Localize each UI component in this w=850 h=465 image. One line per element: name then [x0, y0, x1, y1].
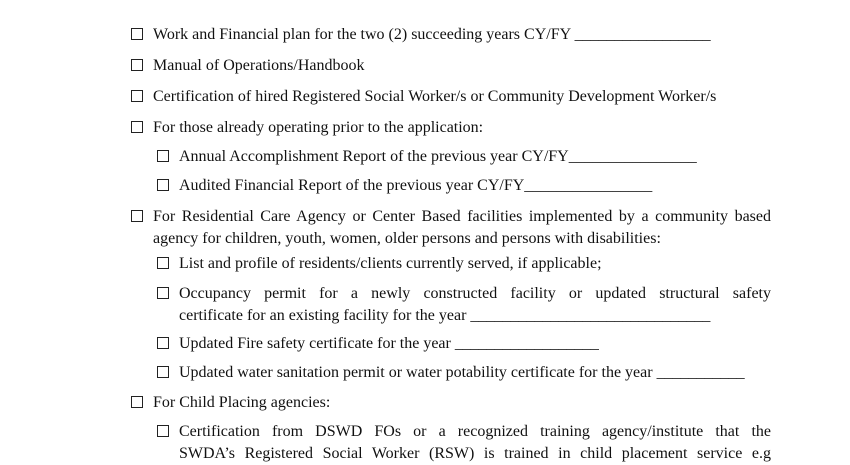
item-label: Manual of Operations/Handbook: [153, 57, 365, 74]
item-label-line: agency for children, youth, women, older persons and persons with disabilities:: [153, 230, 661, 247]
checklist-subitem: [157, 421, 771, 465]
checkbox[interactable]: [157, 337, 169, 349]
item-label: [179, 283, 771, 327]
item-label: For Child Placing agencies:: [153, 394, 331, 411]
checkbox[interactable]: [131, 28, 143, 40]
item-label-line: Certification from DSWD FOs or a recognized training agency/institute that the: [179, 423, 771, 440]
checklist-item: [131, 206, 771, 250]
item-label: Work and Financial plan for the two (2) succeeding years CY/FY _________________: [153, 26, 711, 43]
checklist-subitem: [157, 283, 771, 327]
item-label-line: Occupancy permit for a newly constructed facility or updated structural safety: [179, 285, 771, 302]
item-label-line: certificate for an existing facility for the year ______________________________: [179, 307, 711, 324]
checkbox[interactable]: [157, 287, 169, 299]
checkbox[interactable]: [157, 150, 169, 162]
checklist-item: [131, 86, 716, 108]
checklist-item: [131, 117, 483, 139]
item-label: Certification of hired Registered Social Worker/s or Community Development Worker/s: [153, 88, 717, 105]
checklist-subitem: [157, 146, 697, 168]
checklist-subitem: [157, 175, 652, 197]
item-label: [153, 206, 771, 250]
checkbox[interactable]: [157, 425, 169, 437]
checkbox[interactable]: [157, 366, 169, 378]
checklist-subitem: [157, 253, 602, 275]
item-label: Annual Accomplishment Report of the previous year CY/FY________________: [179, 148, 697, 165]
checkbox[interactable]: [131, 90, 143, 102]
checklist-subitem: [157, 333, 599, 355]
checkbox[interactable]: [157, 257, 169, 269]
checkbox[interactable]: [131, 210, 143, 222]
checklist-subitem: [157, 362, 745, 384]
item-label-line: SWDA’s Registered Social Worker (RSW) is trained in child placement service e.g: [179, 445, 771, 462]
item-label: Updated water sanitation permit or water potability certificate for the year ___________: [179, 364, 745, 381]
item-label: [179, 421, 771, 465]
checkbox[interactable]: [131, 59, 143, 71]
checkbox[interactable]: [131, 121, 143, 133]
item-label: For those already operating prior to the application:: [153, 119, 484, 136]
item-label: List and profile of residents/clients currently served, if applicable;: [179, 255, 602, 272]
item-label-line: For Residential Care Agency or Center Based facilities implemented by a community based: [153, 208, 771, 225]
checklist-item: [131, 24, 711, 46]
checkbox[interactable]: [157, 179, 169, 191]
item-label: Updated Fire safety certificate for the year __________________: [179, 335, 599, 352]
checklist-item: [131, 392, 330, 414]
checklist-item: [131, 55, 365, 77]
checkbox[interactable]: [131, 396, 143, 408]
item-label: Audited Financial Report of the previous year CY/FY________________: [179, 177, 653, 194]
